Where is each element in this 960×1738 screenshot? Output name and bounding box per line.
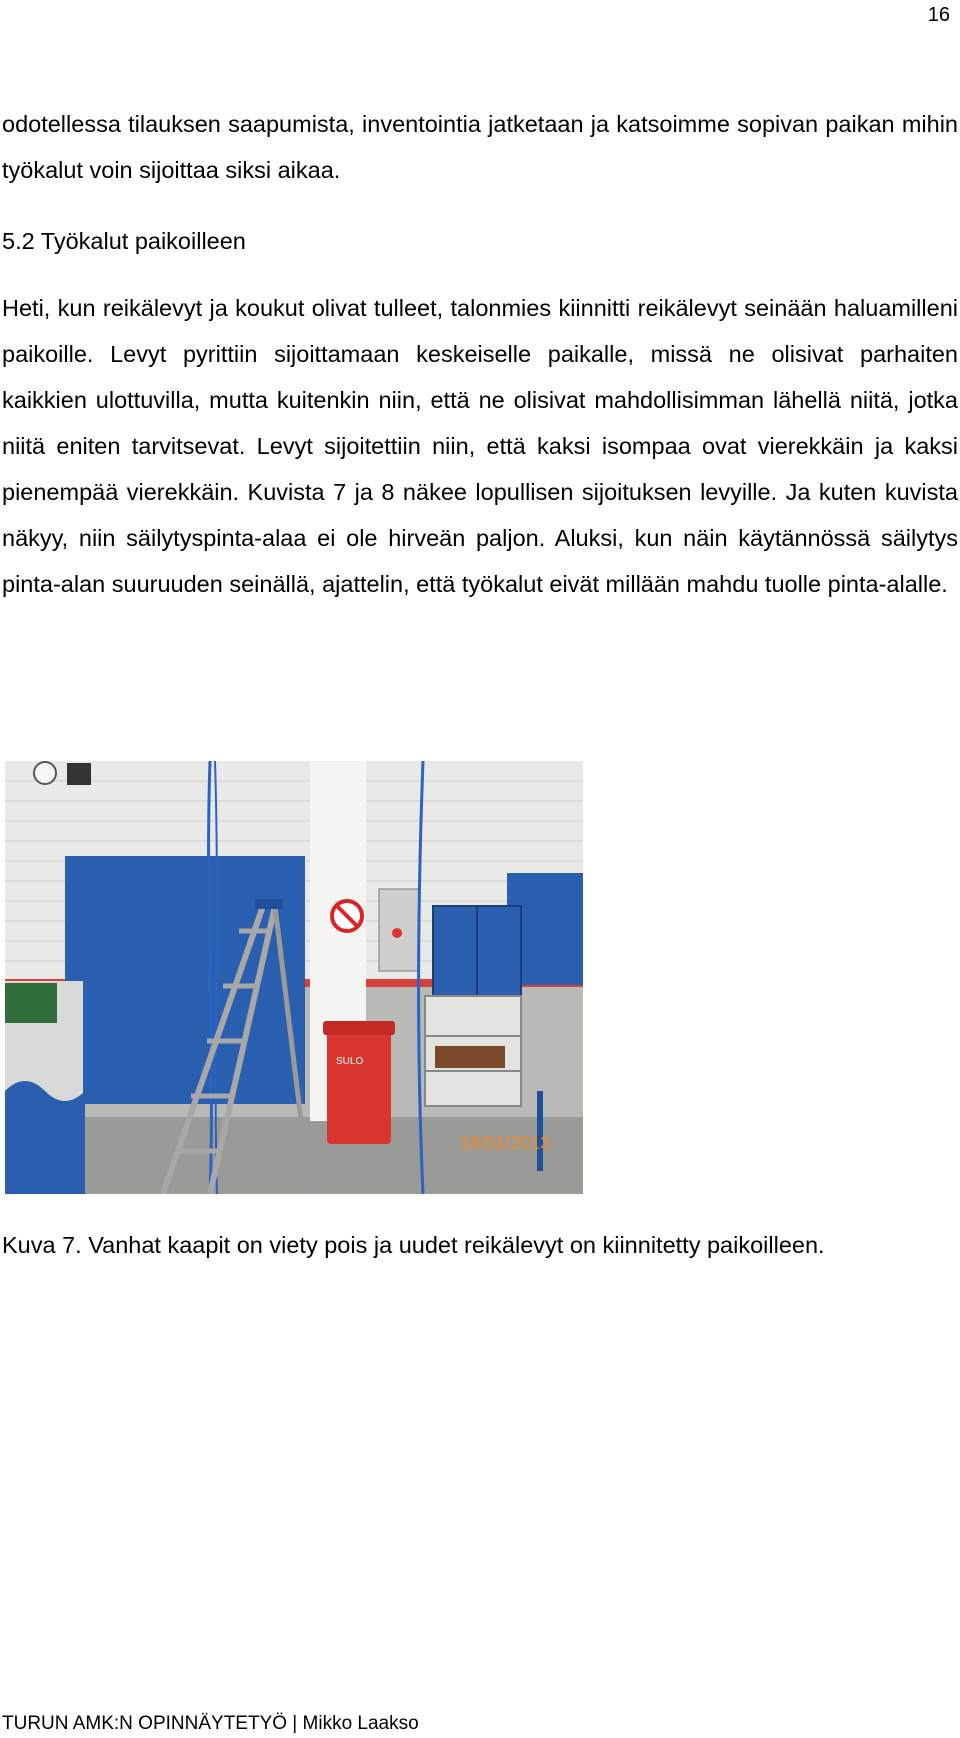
section-heading: 5.2 Työkalut paikoilleen [2, 228, 246, 254]
page-number: 16 [927, 4, 950, 26]
intro-paragraph: odotellessa tilauksen saapumista, inventointia jatketaan ja katsoimme sopivan paikan mihin työkalut voin sijoittaa siksi aikaa. [2, 111, 958, 183]
main-paragraph: Heti, kun reikälevyt ja koukut olivat tulleet, talonmies kiinnitti reikälevyt seinään haluamilleni paikoille. Levyt pyrittiin sijoittamaan keskeiselle paikalle, missä ne olisivat parhaiten kaikkien ulottuvilla, mutta kuitenkin niin, että ne olisivat mahdollisimman lähellä niitä, jotka niitä eniten tarvitsevat. Levyt sijoitettiin niin, että kaksi isompaa ovat vierekkäin ja kaksi pienempää vierekkäin. Kuvista 7 ja 8 näkee lopullisen sijoituksen levyille. Ja kuten kuvista näkyy, niin säilytyspinta-alaa ei ole hirveän paljon. Aluksi, kun näin käytännössä säilytys pinta-alan suuruuden seinällä, ajattelin, että työkalut eivät millään mahdu tuolle pinta-alalle. [2, 295, 958, 597]
photo-date-stamp: 18/01/2013 [460, 1133, 551, 1153]
workshop-photo [5, 761, 583, 1194]
page-footer: TURUN AMK:N OPINNÄYTETYÖ | Mikko Laakso [2, 1713, 419, 1734]
figure-caption: Kuva 7. Vanhat kaapit on viety pois ja uudet reikälevyt on kiinnitetty paikoilleen. [2, 1232, 825, 1258]
bin-label: SULO [336, 1056, 364, 1067]
